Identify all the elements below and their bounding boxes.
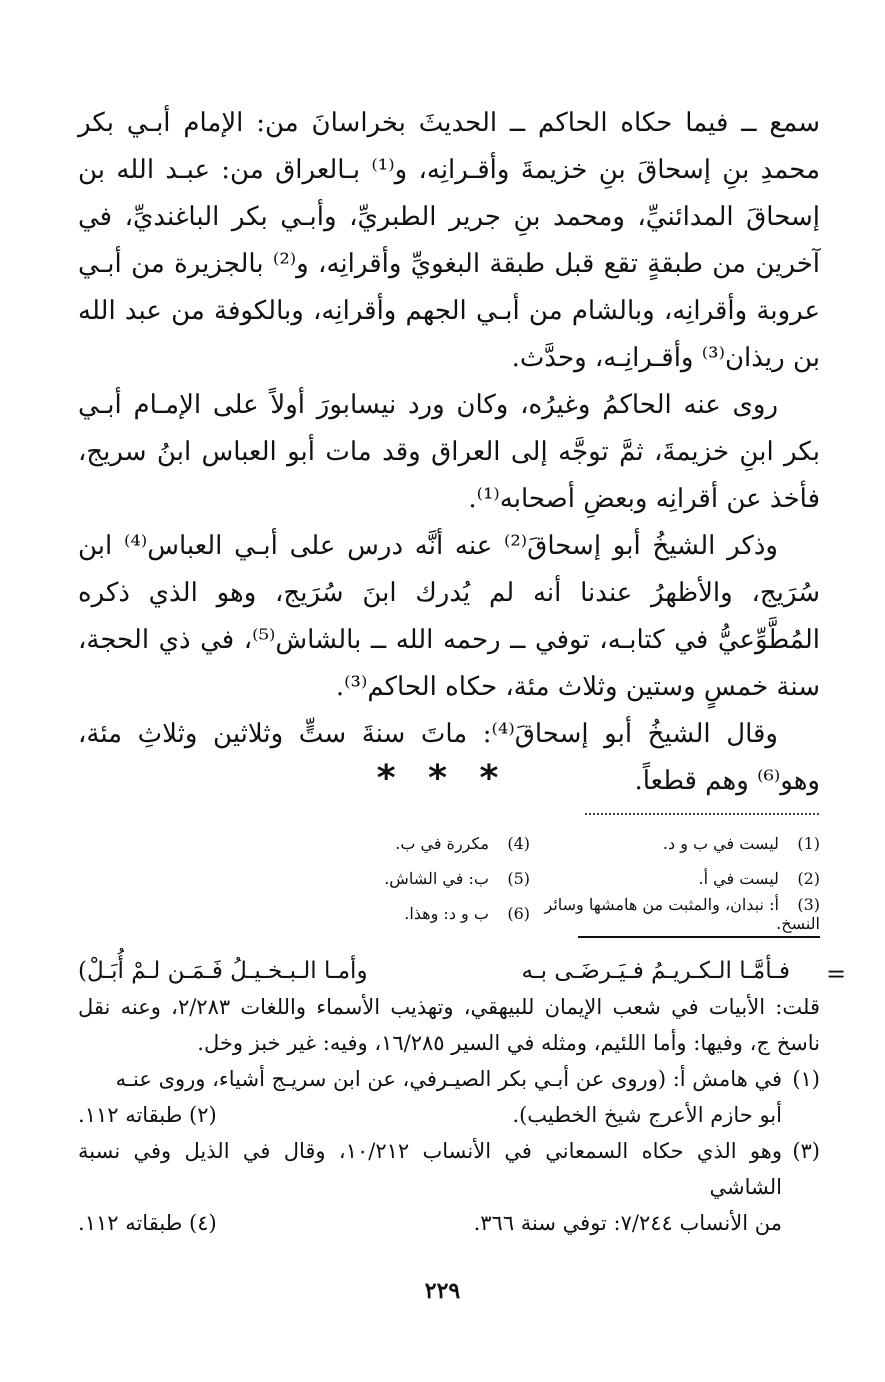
footnote-item: (6) ب و د: وهذا.: [404, 904, 530, 923]
paragraph-2: روى عنه الحاكمُ وغيرُه، وكان ورد نيسابورَ أولاً على الإمـام أبـي بكر ابنِ خزيمةَ، ثمَّ توجَّه إلى العراق وقد مات أبو العباس ابنُ سريج، فأخذ عن أقرانِه وبعضِ أصحابه⁽¹⁾.: [78, 390, 820, 514]
footnote-row: [240, 896, 820, 931]
verse-hemistich-left: وأمـا الـبـخـيـلُ فَـمَـن لـمْ أُبَـلْ): [78, 958, 368, 984]
original-footnotes: [78, 953, 820, 1241]
footnote-divider: [578, 936, 820, 938]
footnote-item: (1) ليست في ب و د.: [662, 834, 820, 853]
main-text: [78, 100, 820, 805]
verse-line: [78, 953, 820, 989]
footnote-item: (3) أ: نبدان، والمثبت من هامشها وسائر النسخ.: [544, 894, 820, 933]
paragraph-1: سمع ــ فيما حكاه الحاكم ــ الحديثَ بخراسانَ من: الإمام أبـي بكر محمدِ بنِ إسحاقَ بنِ خزيمةَ وأقـرانِه، و⁽¹⁾ بـالعراق من: عبـد الله بن إسحاقَ المدائنيِّ، ومحمد بنِ جرير الطبريِّ، وأبـي بكر الباغنديِّ، في آخرين من طبقةٍ تقع قبل طبقة البغويِّ وأقرانِه، و⁽²⁾ بالجزيرة من أبـي عروبة وأقرانِه، وبالشام من أبـي الجهم وأقرانِه، وبالكوفة من عبد الله بن ريذان⁽³⁾ وأقـرانِـه، وحدَّث.: [78, 108, 821, 373]
section-separator: * * *: [376, 758, 509, 799]
footnote-continuation: قلت: الأبيات في شعب الإيمان للبيهقي، وتهذيب الأسماء واللغات ٢/٢٨٣، وعنه نقل ناسخ ج، وفيها: وأما اللئيم، ومثله في السير ١٦/٢٨٥، وفيه: غير خبز وخل.: [78, 995, 820, 1055]
dotted-divider: [585, 813, 819, 815]
footnote-item: (4) مكررة في ب.: [395, 834, 530, 853]
paragraph-3: وذكر الشيخُ أبو إسحاقَ⁽²⁾ عنه أنَّه درس على أبـي العباس⁽⁴⁾ ابن سُرَيج، والأظهرُ عندنا أنه لم يُدرك ابنَ سُرَيج، وهو الذي ذكره المُطَّوِّعيُّ في كتابـه، توفي ــ رحمه الله ــ بالشاش⁽⁵⁾، في ذي الحجة، سنة خمسٍ وستين وثلاث مئة، حكاه الحاكم⁽³⁾.: [78, 531, 820, 702]
footnote-row: [240, 861, 820, 896]
footnote-item: (2) ليست في أ.: [698, 869, 820, 888]
footnote-2: (٢) طبقاته ١١٢.: [78, 1103, 217, 1127]
editor-footnotes: [240, 826, 820, 931]
page-number: ٢٢٩: [424, 1278, 461, 1304]
verse-hemistich-right: فـأمَّـا الـكـريـمُ فـيَـرضَـى بـه: [521, 958, 790, 984]
continuation-mark: =: [826, 960, 847, 988]
footnote-4: (٤) طبقاته ١١٢.: [78, 1211, 217, 1235]
footnote-row: [240, 826, 820, 861]
footnote-3: (٣) وهو الذي حكاه السمعاني في الأنساب ١٠/٢١٢، وقال في الذيل وفي نسبة الشاشي من الأنساب ٧/٢٤٤: توفي سنة ٣٦٦. (٤) طبقاته ١١٢.: [78, 1133, 820, 1241]
footnote-item: (5) ب: في الشاش.: [384, 869, 530, 888]
paragraph-4: وقال الشيخُ أبو إسحاقَ⁽⁴⁾: ماتَ سنةَ ستٍّ وثلاثين وثلاثِ مئة، وهو⁽⁶⁾ وهم قطعاً.: [78, 719, 820, 796]
footnote-1: (١) في هامش أ: (وروى عن أبـي بكر الصيـرفي، عن ابن سريـج أشياء، وروى عنـه أبو حازم الأعرج شيخ الخطيب). (٢) طبقاته ١١٢.: [78, 1061, 820, 1133]
